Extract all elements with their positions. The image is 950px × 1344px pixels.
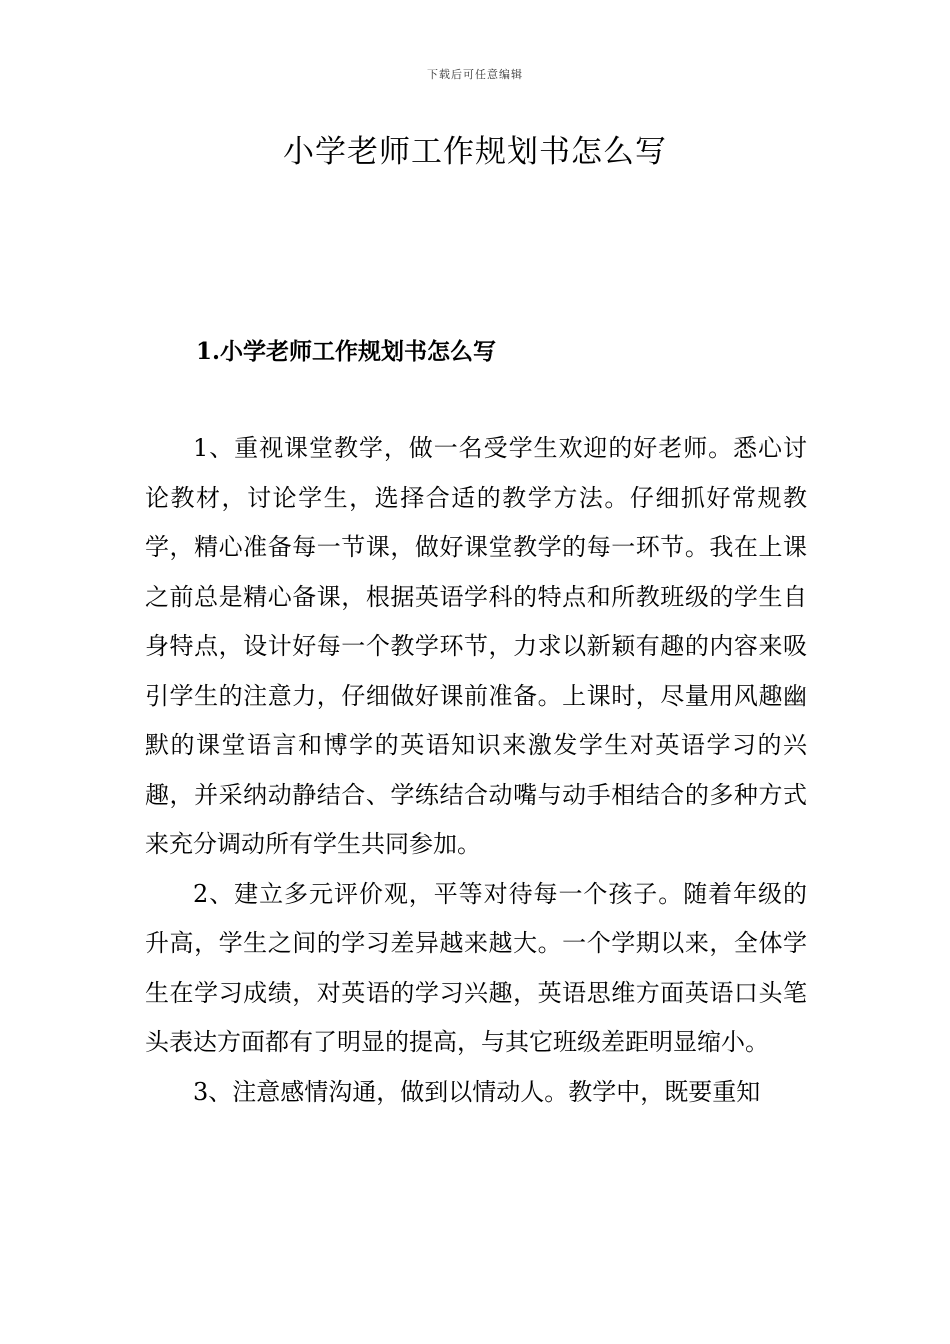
header-note: 下载后可任意编辑 — [427, 68, 523, 81]
paragraph: 2、建立多元评价观，平等对待每一个孩子。随着年级的升高，学生之间的学习差异越来越大。一个学期以来，全体学生在学习成绩，对英语的学习兴趣，英语思维方面英语口头笔头表达方面都有了明显的提高，与其它班级差距明显缩小。 — [145, 879, 807, 1056]
document-body — [145, 424, 807, 1117]
paragraph: 3、注意感情沟通，做到以情动人。教学中，既要重知 — [193, 1077, 761, 1106]
section-heading: 1.小学老师工作规划书怎么写 — [196, 338, 497, 365]
document-title: 小学老师工作规划书怎么写 — [283, 134, 667, 170]
paragraph: 1、重视课堂教学，做一名受学生欢迎的好老师。悉心讨论教材，讨论学生，选择合适的教学方法。仔细抓好常规教学，精心准备每一节课，做好课堂教学的每一环节。我在上课之前总是精心备课，根据英语学科的特点和所教班级的学生自身特点，设计好每一个教学环节，力求以新颖有趣的内容来吸引学生的注意力，仔细做好课前准备。上课时，尽量用风趣幽默的课堂语言和博学的英语知识来激发学生对英语学习的兴趣，并采纳动静结合、学练结合动嘴与动手相结合的多种方式来充分调动所有学生共同参加。 — [145, 434, 807, 858]
